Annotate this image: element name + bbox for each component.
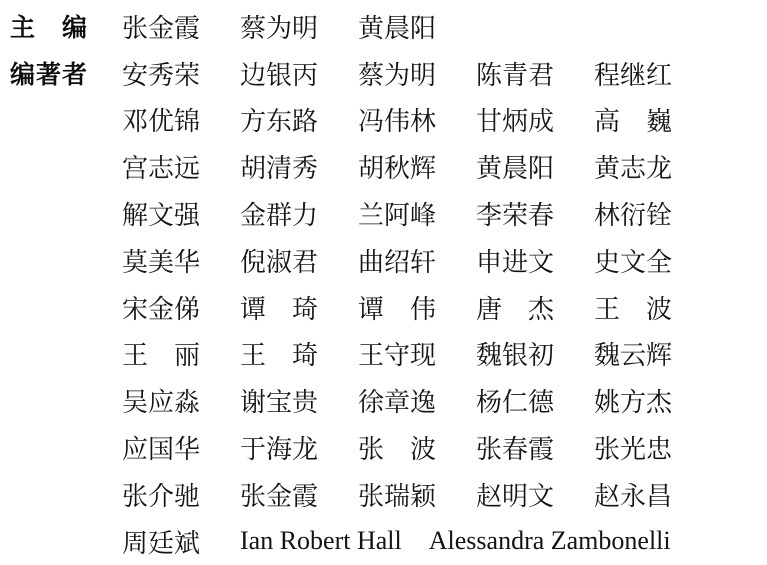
- contributor-name: 谭 伟: [358, 294, 437, 324]
- contributor-name: 张介驰: [122, 481, 201, 511]
- contributor-name: 胡清秀: [240, 154, 319, 184]
- contributors-row: [10, 190, 767, 237]
- contributor-name-latin: Ian Robert Hall: [240, 526, 402, 556]
- contributor-name: 李荣春: [476, 201, 555, 231]
- contributors-row: [10, 331, 767, 378]
- contributors-row: [10, 424, 767, 471]
- contributor-name: 于海龙: [240, 435, 319, 465]
- contributor-name: 张金霞: [240, 481, 319, 511]
- contributor-name: 张光忠: [594, 435, 673, 465]
- contributor-name: 徐章逸: [358, 388, 437, 418]
- contributor-name: 林衍铨: [594, 201, 673, 231]
- chief-editor-row: [10, 3, 767, 50]
- contributor-name: 王 波: [594, 294, 673, 324]
- contributor-name: 金群力: [240, 201, 319, 231]
- contributor-name: 黄晨阳: [476, 154, 555, 184]
- contributor-name: 唐 杰: [476, 294, 555, 324]
- contributor-name: 王 琦: [240, 341, 319, 371]
- contributors-row: [10, 50, 767, 97]
- editor-name: 黄晨阳: [358, 13, 437, 43]
- contributor-name: 方东路: [240, 107, 319, 137]
- contributor-name: 安秀荣: [122, 60, 201, 90]
- contributor-name: 王守现: [358, 341, 437, 371]
- contributors-row: [10, 143, 767, 190]
- contributors-row: [10, 237, 767, 284]
- contributor-name: 曲绍轩: [358, 247, 437, 277]
- contributor-name: 谢宝贵: [240, 388, 319, 418]
- contributor-name: 谭 琦: [240, 294, 319, 324]
- contributor-name: 赵明文: [476, 481, 555, 511]
- contributor-name: 莫美华: [122, 247, 201, 277]
- contributors-row: [10, 284, 767, 331]
- contributor-name: 解文强: [122, 201, 201, 231]
- contributor-name: 周廷斌: [122, 528, 201, 558]
- contributor-name: 应国华: [122, 435, 201, 465]
- contributor-name-latin: Alessandra Zambonelli: [428, 526, 671, 556]
- contributor-name: 高 巍: [594, 107, 673, 137]
- contributor-name: 姚方杰: [594, 388, 673, 418]
- editor-name: 张金霞: [122, 13, 201, 43]
- contributor-name: 陈青君: [476, 60, 555, 90]
- editor-name: 蔡为明: [240, 13, 319, 43]
- contributors-row: [10, 471, 767, 518]
- contributor-name: 宫志远: [122, 154, 201, 184]
- contributor-name: 边银丙: [240, 60, 319, 90]
- contributor-name: 邓优锦: [122, 107, 201, 137]
- contributor-name: 魏银初: [476, 341, 555, 371]
- contributor-name: 魏云辉: [594, 341, 673, 371]
- contributor-name: 倪淑君: [240, 247, 319, 277]
- chief-editor-label: 主 编: [10, 14, 89, 43]
- contributor-name: 张 波: [358, 435, 437, 465]
- contributor-name: 张春霞: [476, 435, 555, 465]
- contributor-name: 杨仁德: [476, 388, 555, 418]
- contributors-row: [10, 97, 767, 144]
- contributor-name: 吴应淼: [122, 388, 201, 418]
- contributor-name: 黄志龙: [594, 154, 673, 184]
- contributor-name: 兰阿峰: [358, 201, 437, 231]
- contributor-name: 宋金俤: [122, 294, 201, 324]
- contributor-name: 冯伟林: [358, 107, 437, 137]
- contributor-name: 张瑞颖: [358, 481, 437, 511]
- contributor-name: 申进文: [476, 247, 555, 277]
- contributor-name: 程继红: [594, 60, 673, 90]
- contributor-name: 王 丽: [122, 341, 201, 371]
- contributors-row-last: [10, 518, 767, 565]
- contributor-name: 胡秋辉: [358, 154, 437, 184]
- contributor-name: 史文全: [594, 247, 673, 277]
- contributor-name: 赵永昌: [594, 481, 673, 511]
- contributor-name: 甘炳成: [476, 107, 555, 137]
- contributors-row: [10, 377, 767, 424]
- contributor-name: 蔡为明: [358, 60, 437, 90]
- contributors-label: 编著者: [10, 61, 89, 90]
